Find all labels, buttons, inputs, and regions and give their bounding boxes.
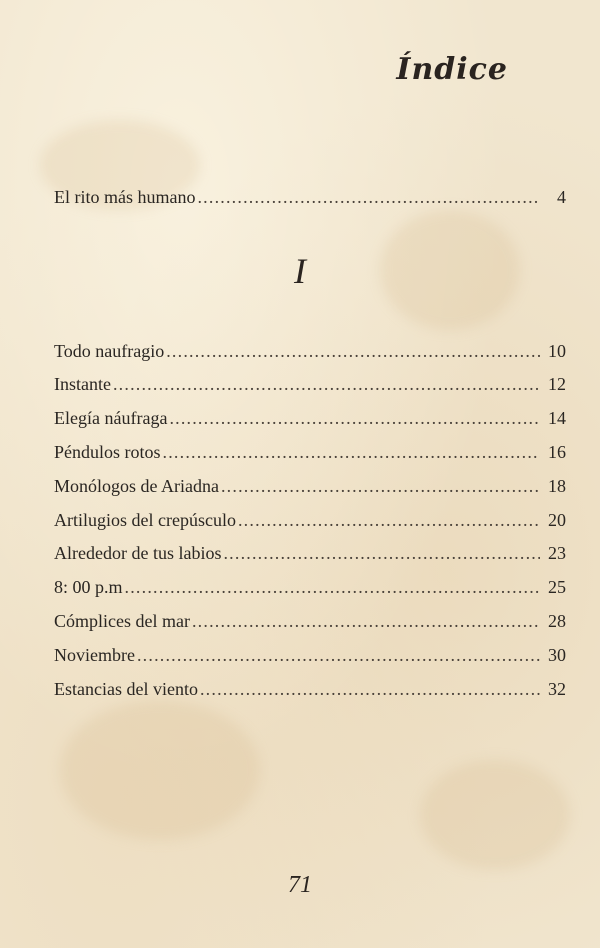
toc-entry-page: 16 bbox=[548, 442, 566, 462]
leader-dots bbox=[192, 611, 540, 632]
toc-entry-label: Elegía náufraga bbox=[54, 408, 168, 428]
leader-dots bbox=[221, 476, 540, 497]
leader-dots bbox=[238, 510, 540, 531]
toc-entry-page: 10 bbox=[548, 341, 566, 361]
section-numeral: I bbox=[294, 251, 306, 291]
page-number: 71 bbox=[288, 872, 312, 898]
leader-dots bbox=[223, 543, 540, 564]
toc-entry[interactable] bbox=[54, 476, 566, 502]
toc-entry-page: 25 bbox=[548, 577, 566, 597]
toc-entry[interactable] bbox=[54, 611, 566, 637]
toc-entry-label: Noviembre bbox=[54, 645, 135, 665]
toc-entry[interactable] bbox=[54, 679, 566, 705]
toc-entry-label: Cómplices del mar bbox=[54, 611, 190, 631]
toc-entry-label: El rito más humano bbox=[54, 187, 196, 207]
index-title: Índice bbox=[396, 52, 508, 87]
paper-stain bbox=[420, 760, 570, 870]
paper-stain bbox=[380, 210, 520, 330]
leader-dots bbox=[137, 645, 540, 666]
toc-entry[interactable] bbox=[54, 408, 566, 434]
toc-entry-label: Artilugios del crepúsculo bbox=[54, 510, 236, 530]
toc-entry-intro[interactable] bbox=[54, 187, 566, 213]
toc-entry-page: 30 bbox=[548, 645, 566, 665]
leader-dots bbox=[166, 341, 540, 362]
toc-entry-label: Estancias del viento bbox=[54, 679, 198, 699]
toc-entry-label: Péndulos rotos bbox=[54, 442, 161, 462]
leader-dots bbox=[200, 679, 540, 700]
toc-entry[interactable] bbox=[54, 645, 566, 671]
toc-entry-page: 18 bbox=[548, 476, 566, 496]
leader-dots bbox=[197, 187, 540, 208]
toc-entry-label: Monólogos de Ariadna bbox=[54, 476, 219, 496]
toc-entry-page: 20 bbox=[548, 510, 566, 530]
toc-entry[interactable] bbox=[54, 510, 566, 536]
toc-entry-page: 4 bbox=[557, 187, 566, 207]
toc-entry[interactable] bbox=[54, 341, 566, 367]
toc-entry[interactable] bbox=[54, 577, 566, 603]
toc-entry[interactable] bbox=[54, 543, 566, 569]
toc-entry-page: 23 bbox=[548, 543, 566, 563]
toc-entry-label: Alrededor de tus labios bbox=[54, 543, 222, 563]
toc-entry-label: 8: 00 p.m bbox=[54, 577, 123, 597]
leader-dots bbox=[125, 577, 540, 598]
toc-entry-page: 14 bbox=[548, 408, 566, 428]
paper-stain bbox=[60, 700, 260, 840]
leader-dots bbox=[163, 442, 540, 463]
toc-entry-page: 32 bbox=[548, 679, 566, 699]
toc-entry-page: 28 bbox=[548, 611, 566, 631]
toc-entry-label: Todo naufragio bbox=[54, 341, 165, 361]
toc-entry[interactable] bbox=[54, 442, 566, 468]
toc-entry-label: Instante bbox=[54, 374, 111, 394]
toc-entry[interactable] bbox=[54, 374, 566, 400]
leader-dots bbox=[113, 374, 540, 395]
leader-dots bbox=[169, 408, 540, 429]
toc-entry-page: 12 bbox=[548, 374, 566, 394]
